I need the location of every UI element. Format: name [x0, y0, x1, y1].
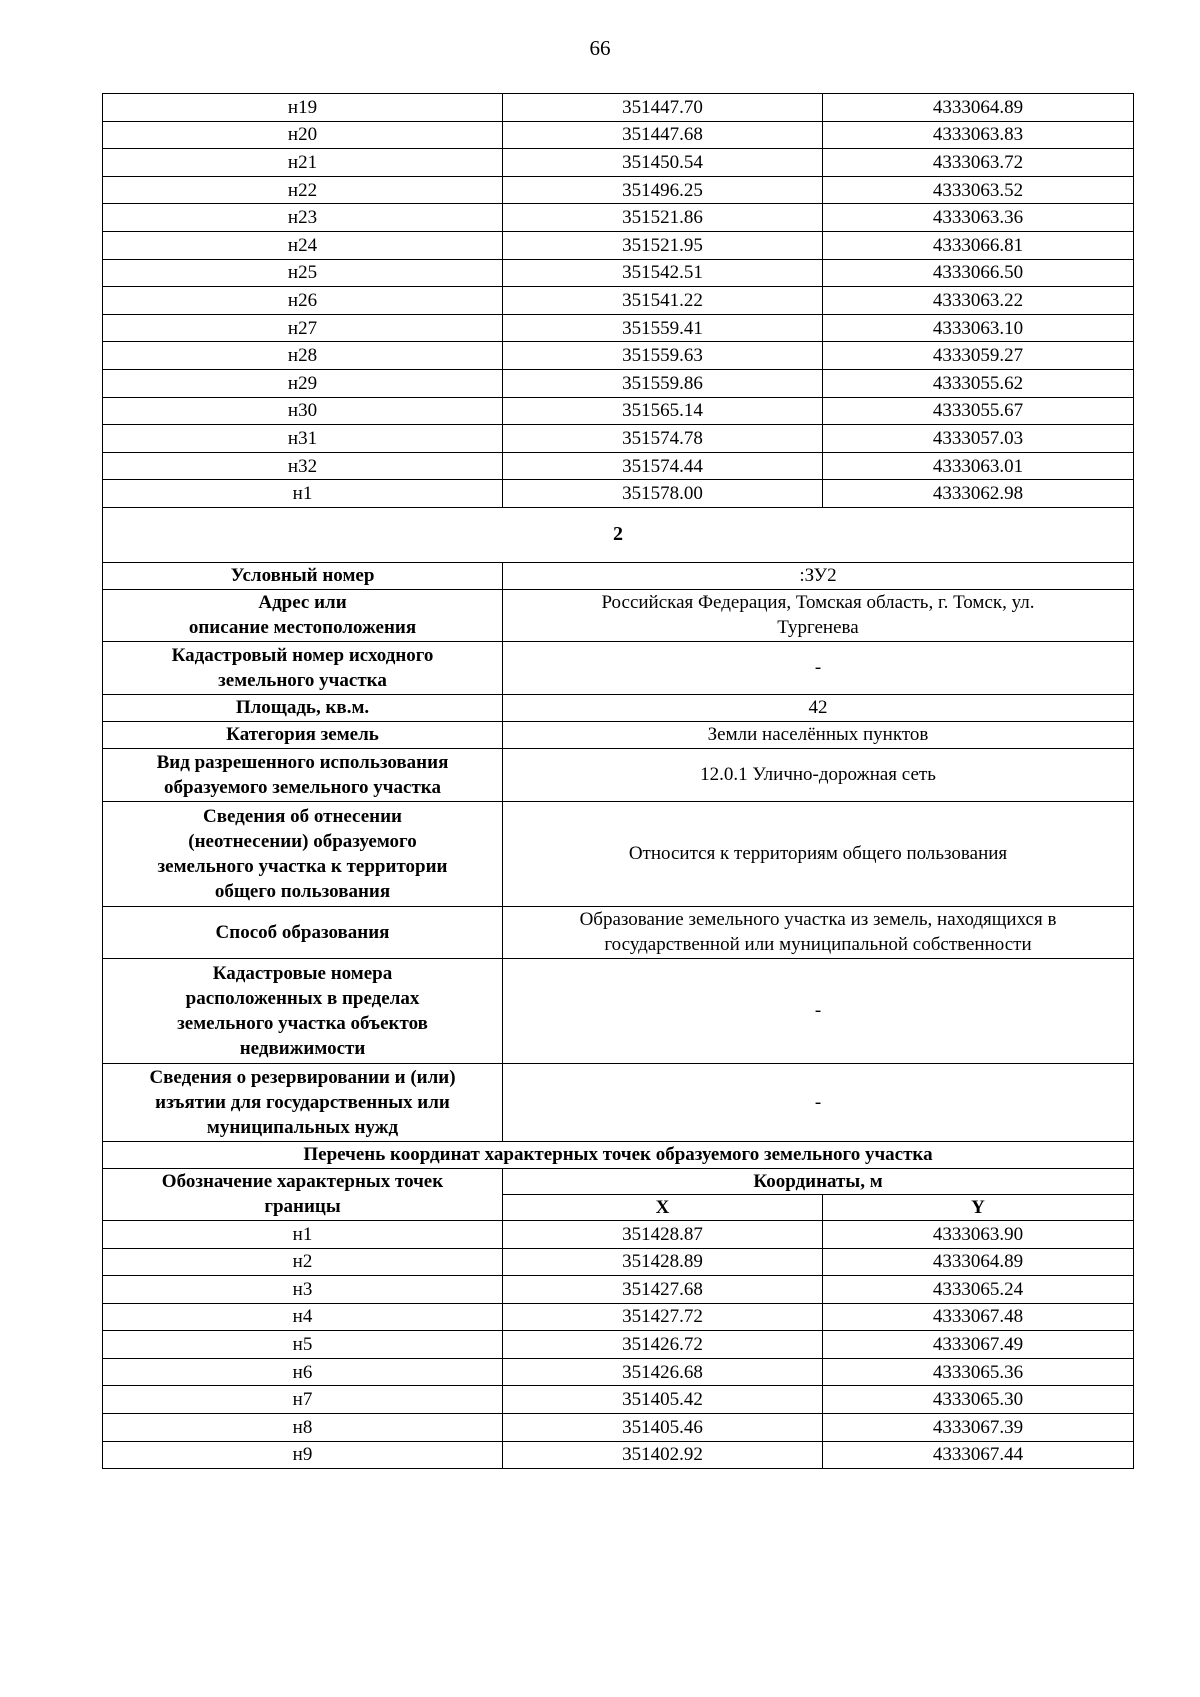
point-y: 4333065.24: [823, 1276, 1134, 1304]
point-name: н23: [103, 204, 503, 232]
point-x: 351559.86: [503, 369, 823, 397]
coords-header: Координаты, м: [503, 1168, 1134, 1194]
area-label: Площадь, кв.м.: [103, 694, 503, 721]
point-x: 351447.68: [503, 121, 823, 149]
point-y: 4333064.89: [823, 94, 1134, 122]
table-row: [103, 204, 1134, 232]
point-x: 351450.54: [503, 149, 823, 177]
point-y: 4333063.72: [823, 149, 1134, 177]
point-name: н20: [103, 121, 503, 149]
page-number: 66: [589, 36, 611, 60]
reserve-value: -: [503, 1063, 1134, 1141]
point-x: 351428.89: [503, 1248, 823, 1276]
point-y: 4333057.03: [823, 425, 1134, 453]
section-number: 2: [103, 507, 1134, 562]
use-label: Вид разрешенного использования образуемого земельного участка: [103, 748, 503, 801]
cadastral-value: -: [503, 641, 1134, 694]
point-x: 351427.72: [503, 1303, 823, 1331]
cond-num-label: Условный номер: [103, 562, 503, 589]
point-name: н9: [103, 1441, 503, 1469]
x-header: X: [503, 1194, 823, 1220]
bottom-points-body: [103, 1220, 1134, 1468]
point-x: 351559.63: [503, 342, 823, 370]
point-y: 4333067.49: [823, 1331, 1134, 1359]
table-row: [103, 121, 1134, 149]
table-row: [103, 480, 1134, 508]
point-y: 4333055.62: [823, 369, 1134, 397]
table-row: [103, 425, 1134, 453]
info-row-use: [103, 748, 1134, 801]
point-name: н21: [103, 149, 503, 177]
point-name: н7: [103, 1386, 503, 1414]
point-name: н6: [103, 1358, 503, 1386]
address-label: Адрес или описание местоположения: [103, 589, 503, 641]
point-x: 351574.78: [503, 425, 823, 453]
point-name: н2: [103, 1248, 503, 1276]
table-row: [103, 287, 1134, 315]
point-y: 4333063.83: [823, 121, 1134, 149]
info-row-address: [103, 589, 1134, 641]
table-row: [103, 397, 1134, 425]
point-name: н8: [103, 1414, 503, 1442]
point-x: 351578.00: [503, 480, 823, 508]
table-row: [103, 1386, 1134, 1414]
point-y: 4333064.89: [823, 1248, 1134, 1276]
top-points-body: [103, 94, 1134, 508]
info-row-reserve: [103, 1063, 1134, 1141]
table-row: [103, 1248, 1134, 1276]
section-row: [103, 507, 1134, 562]
table-row: [103, 1220, 1134, 1248]
cond-num-value: :ЗУ2: [503, 562, 1134, 589]
reserve-label: Сведения о резервировании и (или) изъятии для государственных или муниципальных нужд: [103, 1063, 503, 1141]
point-name: н32: [103, 452, 503, 480]
point-name: н19: [103, 94, 503, 122]
table-row: [103, 149, 1134, 177]
table-row: [103, 314, 1134, 342]
objects-label: Кадастровые номера расположенных в пределах земельного участка объектов недвижимости: [103, 958, 503, 1063]
table-row: [103, 231, 1134, 259]
point-x: 351541.22: [503, 287, 823, 315]
point-y: 4333063.10: [823, 314, 1134, 342]
point-y: 4333063.01: [823, 452, 1134, 480]
point-name: н27: [103, 314, 503, 342]
point-x: 351405.46: [503, 1414, 823, 1442]
point-name: н31: [103, 425, 503, 453]
point-name: н5: [103, 1331, 503, 1359]
table-row: [103, 452, 1134, 480]
table-row: [103, 259, 1134, 287]
coords-header-row-1: [103, 1168, 1134, 1194]
point-name: н22: [103, 176, 503, 204]
objects-value: -: [503, 958, 1134, 1063]
table-row: [103, 94, 1134, 122]
point-x: 351565.14: [503, 397, 823, 425]
point-name: н25: [103, 259, 503, 287]
point-x: 351574.44: [503, 452, 823, 480]
coords-title-row: [103, 1141, 1134, 1168]
point-x: 351428.87: [503, 1220, 823, 1248]
point-x: 351559.41: [503, 314, 823, 342]
point-x: 351521.86: [503, 204, 823, 232]
point-x: 351542.51: [503, 259, 823, 287]
use-value: 12.0.1 Улично-дорожная сеть: [503, 748, 1134, 801]
info-row-category: [103, 721, 1134, 748]
point-x: 351427.68: [503, 1276, 823, 1304]
table-row: [103, 1331, 1134, 1359]
table-row: [103, 369, 1134, 397]
info-row-cadastral: [103, 641, 1134, 694]
address-value: Российская Федерация, Томская область, г. Томск, ул. Тургенева: [503, 589, 1134, 641]
point-y: 4333063.22: [823, 287, 1134, 315]
point-y: 4333062.98: [823, 480, 1134, 508]
point-y: 4333059.27: [823, 342, 1134, 370]
table-row: [103, 1303, 1134, 1331]
coords-title: Перечень координат характерных точек образуемого земельного участка: [103, 1141, 1134, 1168]
point-name: н1: [103, 480, 503, 508]
point-x: 351496.25: [503, 176, 823, 204]
point-y: 4333065.36: [823, 1358, 1134, 1386]
info-row-area: [103, 694, 1134, 721]
table-row: [103, 1441, 1134, 1469]
point-name: н28: [103, 342, 503, 370]
table-row: [103, 176, 1134, 204]
info-row-method: [103, 906, 1134, 958]
point-y: 4333066.50: [823, 259, 1134, 287]
y-header: Y: [823, 1194, 1134, 1220]
point-y: 4333063.90: [823, 1220, 1134, 1248]
point-name: н26: [103, 287, 503, 315]
area-value: 42: [503, 694, 1134, 721]
point-y: 4333065.30: [823, 1386, 1134, 1414]
table-row: [103, 342, 1134, 370]
method-label: Способ образования: [103, 906, 503, 958]
point-y: 4333066.81: [823, 231, 1134, 259]
point-name: н24: [103, 231, 503, 259]
point-x: 351426.72: [503, 1331, 823, 1359]
public-label: Сведения об отнесении (неотнесении) образуемого земельного участка к территории общего пользования: [103, 801, 503, 906]
point-y: 4333063.36: [823, 204, 1134, 232]
info-row-public: [103, 801, 1134, 906]
point-y: 4333055.67: [823, 397, 1134, 425]
point-x: 351447.70: [503, 94, 823, 122]
cadastral-label: Кадастровый номер исходного земельного участка: [103, 641, 503, 694]
point-y: 4333067.44: [823, 1441, 1134, 1469]
info-row-objects: [103, 958, 1134, 1063]
category-value: Земли населённых пунктов: [503, 721, 1134, 748]
point-name: н30: [103, 397, 503, 425]
info-row-cond-num: [103, 562, 1134, 589]
table-row: [103, 1414, 1134, 1442]
point-x: 351402.92: [503, 1441, 823, 1469]
point-y: 4333067.39: [823, 1414, 1134, 1442]
point-x: 351426.68: [503, 1358, 823, 1386]
points-header: Обозначение характерных точек границы: [103, 1168, 503, 1220]
public-value: Относится к территориям общего пользования: [503, 801, 1134, 906]
point-name: н29: [103, 369, 503, 397]
info-body: [103, 507, 1134, 1220]
table-row: [103, 1358, 1134, 1386]
point-y: 4333063.52: [823, 176, 1134, 204]
point-name: н3: [103, 1276, 503, 1304]
point-x: 351405.42: [503, 1386, 823, 1414]
point-name: н4: [103, 1303, 503, 1331]
method-value: Образование земельного участка из земель, находящихся в государственной или муниципальной собственности: [503, 906, 1134, 958]
point-x: 351521.95: [503, 231, 823, 259]
point-name: н1: [103, 1220, 503, 1248]
category-label: Категория земель: [103, 721, 503, 748]
table-row: [103, 1276, 1134, 1304]
land-plot-table: [102, 93, 1134, 1469]
point-y: 4333067.48: [823, 1303, 1134, 1331]
